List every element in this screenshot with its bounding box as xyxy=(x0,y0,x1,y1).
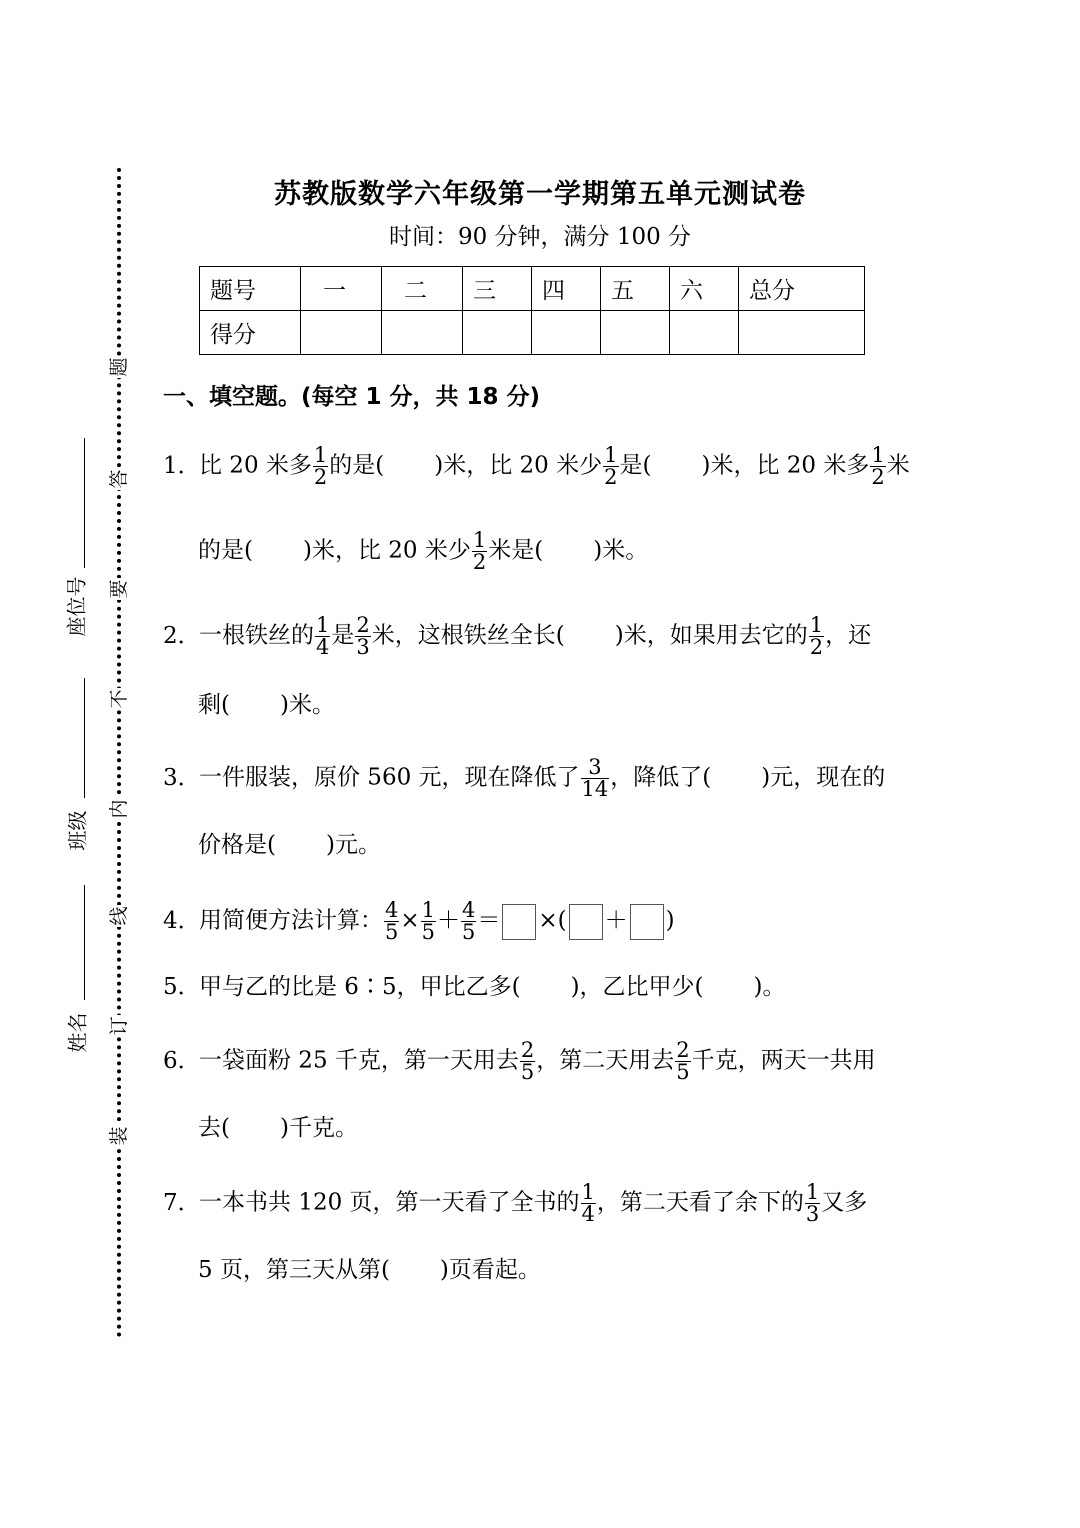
fraction: $\frac{3}{14}$ xyxy=(581,755,609,801)
question-text: )元，现在的 xyxy=(761,764,886,791)
score-cell[interactable] xyxy=(601,311,670,355)
question-text: 比 20 米多 xyxy=(199,452,312,479)
question-text: ×( xyxy=(538,907,567,934)
question-number: 4． xyxy=(163,907,201,934)
score-cell[interactable] xyxy=(463,311,532,355)
score-cell[interactable] xyxy=(739,311,865,355)
question-text: )米。 xyxy=(279,692,335,718)
question-text: 米，这根铁丝全长( xyxy=(371,622,565,649)
question-text: )米。 xyxy=(593,537,649,564)
fraction: $\frac{1}{2}$ xyxy=(472,528,487,574)
question-text: )，乙比甲少( xyxy=(570,974,704,1000)
fraction: $\frac{1}{4}$ xyxy=(581,1180,595,1226)
score-header-cell: 三 xyxy=(463,267,532,311)
fraction: $\frac{1}{4}$ xyxy=(316,613,330,659)
question-text: 用简便方法计算： xyxy=(199,907,383,934)
fraction: $\frac{1}{2}$ xyxy=(871,443,885,489)
fraction: $\frac{1}{5}$ xyxy=(421,898,436,944)
fraction: $\frac{1}{3}$ xyxy=(805,1180,820,1226)
answer-box[interactable] xyxy=(630,904,664,940)
fraction: $\frac{2}{5}$ xyxy=(676,1038,690,1084)
question-text: 米是( xyxy=(488,537,544,564)
plus-sign: ＋ xyxy=(437,907,461,934)
question-text: )米，如果用去它的 xyxy=(614,622,808,649)
question-number: 3． xyxy=(163,764,201,791)
score-row-label: 得分 xyxy=(200,311,301,355)
question-text: 的是( xyxy=(198,537,253,564)
question-number: 7． xyxy=(163,1189,201,1216)
score-header-cell: 一 xyxy=(301,267,382,311)
answer-box[interactable] xyxy=(569,904,603,940)
question-text: 一根铁丝的 xyxy=(199,622,314,649)
score-header-row xyxy=(200,267,865,311)
question-number: 2． xyxy=(163,622,201,649)
question-text: )米，比 20 米少 xyxy=(302,537,471,564)
question-text: 价格是( xyxy=(198,832,276,858)
class-line[interactable] xyxy=(84,678,85,798)
question-number: 5． xyxy=(163,974,201,1000)
question-5 xyxy=(163,972,923,1002)
question-6-cont xyxy=(198,1113,958,1143)
seal-char: 订 xyxy=(108,1016,130,1036)
question-text: )米，比 20 米少 xyxy=(434,452,603,479)
question-text: 是 xyxy=(331,622,355,649)
seal-char: 不 xyxy=(108,689,130,709)
binding-dotted-line xyxy=(117,168,121,1338)
question-text: 千克，两天一共用 xyxy=(691,1047,876,1074)
question-text: 甲与乙的比是 6∶5，甲比乙多( xyxy=(199,974,521,1000)
question-1 xyxy=(163,445,923,488)
fraction: $\frac{1}{2}$ xyxy=(313,443,328,489)
question-3-cont xyxy=(198,830,958,860)
question-text: 5 页，第三天从第( xyxy=(198,1257,390,1283)
question-3 xyxy=(163,757,923,800)
seal-char: 题 xyxy=(108,357,130,377)
seal-char: 要 xyxy=(108,579,130,599)
score-table xyxy=(199,266,865,355)
question-7 xyxy=(163,1182,923,1225)
question-text: ) xyxy=(665,907,675,934)
fraction: $\frac{1}{2}$ xyxy=(809,613,824,659)
score-cell[interactable] xyxy=(532,311,601,355)
seal-char: 答 xyxy=(108,469,130,489)
question-text: 一袋面粉 25 千克，第一天用去 xyxy=(199,1047,519,1074)
fraction: $\frac{1}{2}$ xyxy=(604,443,618,489)
question-text: )页看起。 xyxy=(439,1257,541,1283)
score-cell[interactable] xyxy=(382,311,463,355)
class-label: 班级 xyxy=(65,810,90,851)
score-cell[interactable] xyxy=(301,311,382,355)
score-row xyxy=(200,311,865,355)
score-header-cell: 总分 xyxy=(739,267,865,311)
question-text: 剩( xyxy=(198,692,230,718)
exam-subtitle: 时间：90 分钟，满分 100 分 xyxy=(388,224,692,250)
question-number: 6． xyxy=(163,1047,201,1074)
question-text: 是( xyxy=(619,452,652,479)
question-text: 又多 xyxy=(821,1189,868,1216)
score-header-cell: 四 xyxy=(532,267,601,311)
score-header-cell: 六 xyxy=(670,267,739,311)
name-label: 姓名 xyxy=(65,1012,90,1053)
name-line[interactable] xyxy=(84,885,85,1000)
question-7-cont xyxy=(198,1255,958,1285)
question-4 xyxy=(163,900,923,943)
question-text: )千克。 xyxy=(279,1115,358,1141)
times-sign: × xyxy=(400,907,420,934)
question-text: ，降低了( xyxy=(610,764,712,791)
question-text: )米，比 20 米多 xyxy=(701,452,870,479)
seal-char: 装 xyxy=(108,1126,130,1146)
question-text: ，第二天看了余下的 xyxy=(596,1189,804,1216)
question-text: )。 xyxy=(753,974,786,1000)
question-2-cont xyxy=(198,690,958,720)
score-header-cell: 五 xyxy=(601,267,670,311)
seal-char: 内 xyxy=(108,799,130,819)
question-text: ，第二天用去 xyxy=(536,1047,675,1074)
plus-sign: ＋ xyxy=(604,907,628,934)
question-text: 一本书共 120 页，第一天看了全书的 xyxy=(199,1189,580,1216)
fraction: $\frac{4}{5}$ xyxy=(385,898,399,944)
seal-char: 线 xyxy=(108,906,130,926)
equals-sign: ＝ xyxy=(477,907,501,934)
question-number: 1． xyxy=(163,452,201,479)
section-heading: 一、填空题。(每空 1 分，共 18 分) xyxy=(163,384,541,410)
question-text: 米 xyxy=(886,452,910,479)
fraction: $\frac{2}{3}$ xyxy=(356,613,370,659)
question-text: 去( xyxy=(198,1115,230,1141)
seat-number-label: 座位号 xyxy=(64,576,89,637)
score-cell[interactable] xyxy=(670,311,739,355)
question-text: )元。 xyxy=(325,832,381,858)
score-header-cell: 题号 xyxy=(200,267,301,311)
question-text: 一件服装，原价 560 元，现在降低了 xyxy=(199,764,580,791)
question-2 xyxy=(163,615,923,658)
fraction: $\frac{2}{5}$ xyxy=(520,1038,535,1084)
question-text: ，还 xyxy=(825,622,872,649)
fraction: $\frac{4}{5}$ xyxy=(462,898,476,944)
question-text: 的是( xyxy=(329,452,385,479)
score-header-cell: 二 xyxy=(382,267,463,311)
answer-box[interactable] xyxy=(502,904,536,940)
page-title: 苏教版数学六年级第一学期第五单元测试卷 xyxy=(274,179,806,210)
question-1-cont xyxy=(198,530,958,573)
seat-number-line[interactable] xyxy=(84,438,85,568)
question-6 xyxy=(163,1040,923,1083)
